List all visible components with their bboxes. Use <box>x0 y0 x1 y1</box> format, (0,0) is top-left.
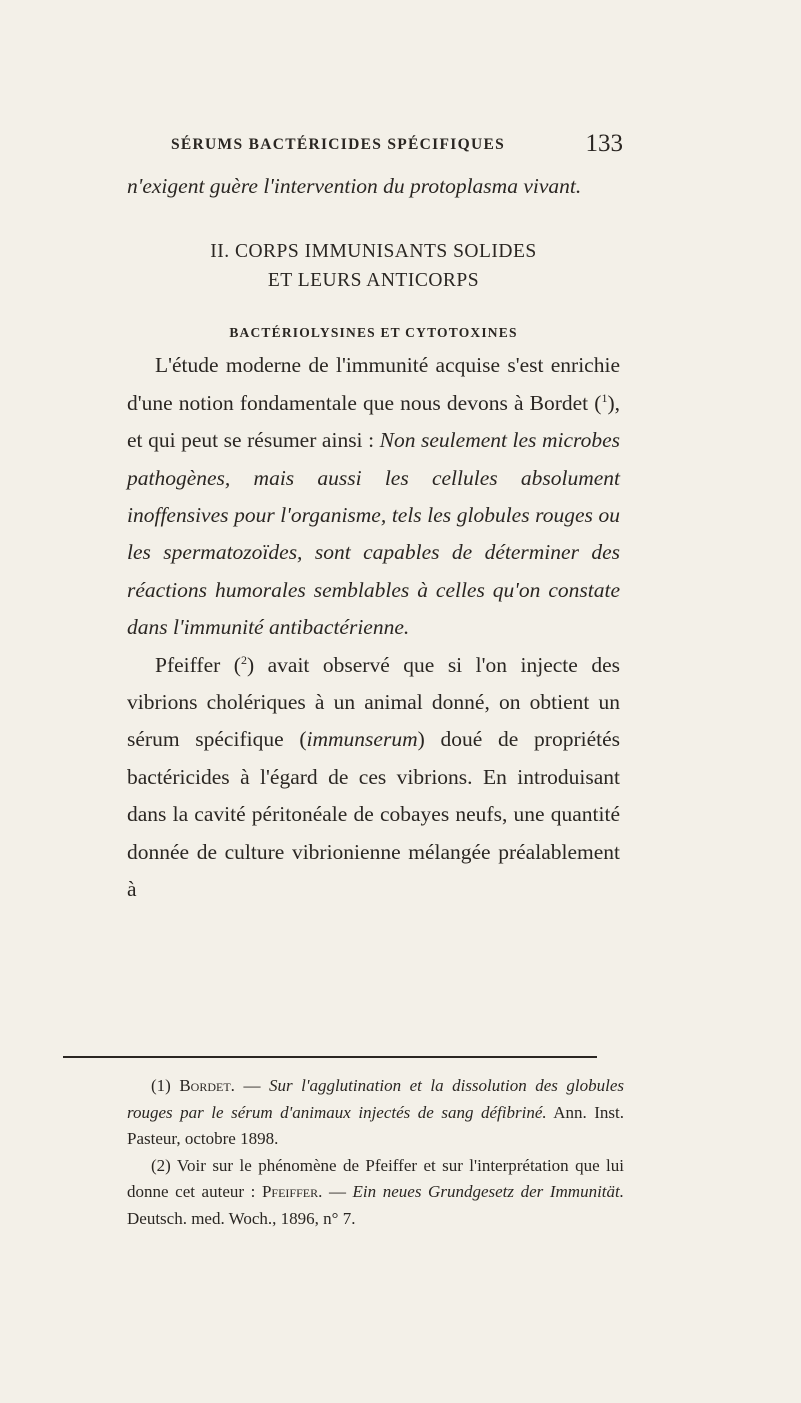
running-title: SÉRUMS BACTÉRICIDES SPÉCIFIQUES <box>171 136 506 153</box>
footnotes <box>127 1073 624 1233</box>
footnote-2-marker: (2) <box>151 1155 171 1175</box>
page-number: 133 <box>585 130 623 157</box>
paragraph-2-italic: immunserum <box>306 727 418 752</box>
paragraph-2 <box>127 647 620 909</box>
footnote-2-text: Voir sur le phénomène de Pfeiffer et sur l'interprétation que lui donne cet auteur : <box>127 1155 624 1202</box>
footnote-2-dash: — <box>322 1182 353 1202</box>
paragraph-1-lead: L'étude moderne de l'immunité acquise s'est enrichie d'une notion fondamentale que nous devons à Bordet ( <box>127 353 620 415</box>
footnote-2-source: Deutsch. med. Woch., 1896, n° 7. <box>127 1208 356 1228</box>
paragraph-2-lead: Pfeiffer ( <box>155 652 241 677</box>
footnote-1-source: Ann. Inst. Pasteur, octobre 1898. <box>127 1102 624 1149</box>
paragraph-1-mid: ), et qui peut se résumer ainsi : <box>127 390 620 453</box>
intro-text: n'exigent guère l'intervention du protoplasma vivant. <box>127 174 582 198</box>
footnote-1-author: Bordet. <box>179 1076 235 1095</box>
footnote-2-author: Pfeiffer. <box>261 1182 323 1202</box>
footnote-2 <box>127 1153 624 1233</box>
subheading: BACTÉRIOLYSINES ET CYTOTOXINES <box>229 325 518 341</box>
paragraph-1 <box>127 347 620 646</box>
footnote-ref-1: 1 <box>601 390 608 405</box>
footnote-1-title: Sur l'agglutination et la dissolution des globules rouges par le sérum d'animaux injectés de sang défibriné. <box>127 1076 625 1122</box>
footnote-1-marker: (1) <box>151 1076 171 1095</box>
paragraph-1-italic: Non seulement les microbes pathogènes, mais aussi les cellules absolument inoffensives pour l'organisme, tels les globules rouges ou les spermatozoïdes, sont capables de déterminer des réactions humorales semblables à celles qu'on constate dans l'immunité antibactérienne. <box>127 428 620 640</box>
paragraph-2-mid: ) avait observé que si l'on injecte des vibrions cholériques à un animal donné, on obtient un sérum spécifique ( <box>127 652 620 752</box>
footnote-1-dash: — <box>234 1076 269 1095</box>
footnote-divider <box>63 1056 597 1058</box>
section-heading <box>127 237 620 295</box>
footnote-1 <box>127 1073 624 1153</box>
section-heading-line-2: ET LEURS ANTICORPS <box>267 270 480 292</box>
running-head <box>171 128 623 156</box>
footnote-ref-2: 2 <box>240 652 247 667</box>
body-text <box>127 168 620 909</box>
footnote-2-title: Ein neues Grundgesetz der Immunität. <box>352 1182 624 1202</box>
section-heading-line-1: II. CORPS IMMUNISANTS SOLIDES <box>210 241 537 263</box>
paragraph-2-tail: ) doué de propriétés bactéricides à l'égard de ces vibrions. En introduisant dans la cavité péritonéale de cobayes neufs, une quantité donnée de culture vibrionienne mélangée préalablement à <box>127 727 620 902</box>
